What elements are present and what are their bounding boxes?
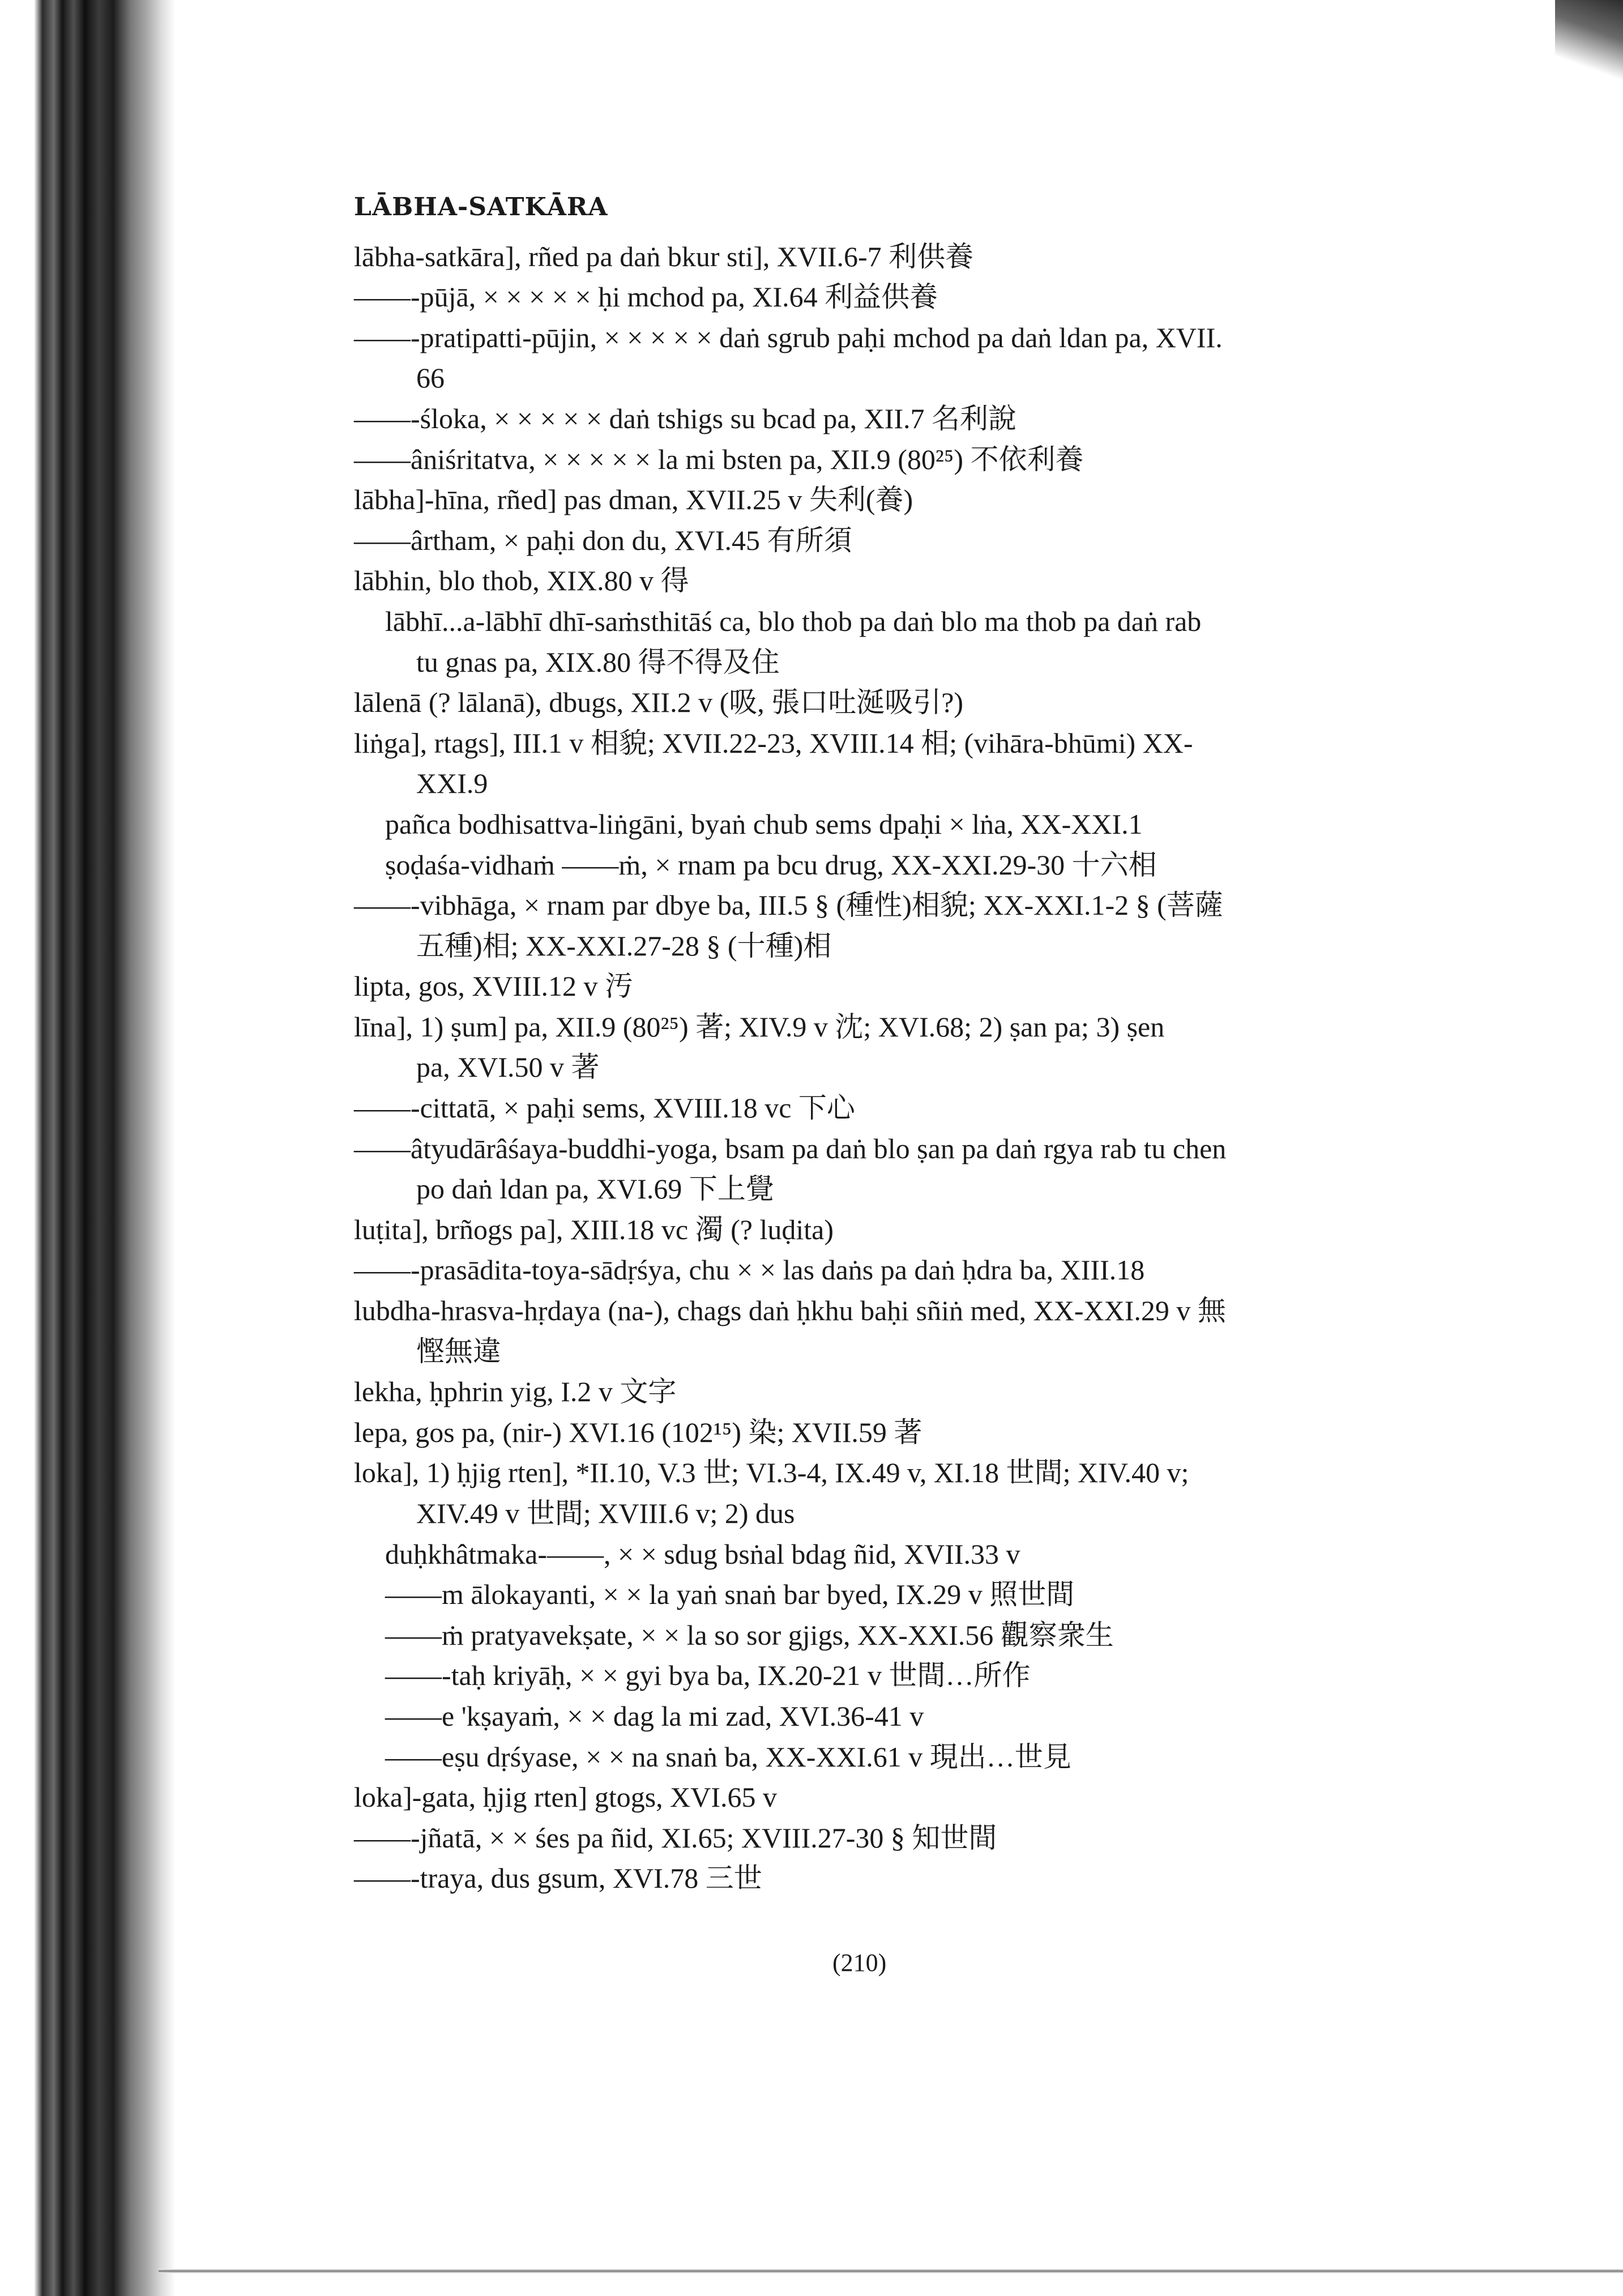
entry-line: pa, XVI.50 v 著	[416, 1051, 600, 1083]
entry-line: ——eṣu dṛśyase, × × na snaṅ ba, XX-XXI.61 v 現出…世見	[385, 1740, 1071, 1773]
book-spine-shadow	[0, 0, 176, 2296]
entry-line: loka], 1) ḥjig rten], *II.10, V.3 世; VI.3-4, IX.49 v, XI.18 世間; XIV.40 v;	[354, 1457, 1189, 1489]
entry-line: ——-vibhāga, × rnam par dbye ba, III.5 § (種性)相貌; XX-XXI.1-2 § (菩薩	[354, 889, 1223, 921]
entry-line: XIV.49 v 世間; XVIII.6 v; 2) dus	[416, 1497, 795, 1529]
entry-line: lekha, ḥphrin yig, I.2 v 文字	[354, 1376, 677, 1408]
entry-line: ——-jñatā, × × śes pa ñid, XI.65; XVIII.27-30 § 知世間	[354, 1821, 997, 1854]
entry-line: lubdha-hrasva-hṛdaya (na-), chags daṅ ḥkhu baḥi sñiṅ med, XX-XXI.29 v 無	[354, 1295, 1226, 1327]
entry-line: ——-traya, dus gsum, XVI.78 三世	[354, 1862, 762, 1894]
entry-line: ——âniśritatva, × × × × × la mi bsten pa, XII.9 (80²⁵) 不依利養	[354, 443, 1084, 475]
entry-line: lābha-satkāra], rñed pa daṅ bkur sti], XVII.6-7 利供養	[354, 240, 974, 272]
entry-line: ——-prasādita-toya-sādṛśya, chu × × las daṅs pa daṅ ḥdra ba, XIII.18	[354, 1254, 1145, 1286]
entry-line: loka]-gata, ḥjig rten] gtogs, XVI.65 v	[354, 1781, 778, 1813]
entry-line: ——-taḥ kriyāḥ, × × gyi bya ba, IX.20-21 v 世間…所作	[385, 1659, 1031, 1692]
entry-line: 五種)相; XX-XXI.27-28 § (十種)相	[416, 929, 832, 962]
entry-line: lepa, gos pa, (nir-) XVI.16 (102¹⁵) 染; XVII.59 著	[354, 1416, 922, 1448]
entry-line: lābhī...a-lābhī dhī-saṁsthitāś ca, blo thob pa daṅ blo ma thob pa daṅ rab	[385, 605, 1202, 637]
entry-line: ——-cittatā, × paḥi sems, XVIII.18 vc 下心	[354, 1092, 855, 1124]
entry-line: luṭita], brñogs pa], XIII.18 vc 濁 (? luḍita)	[354, 1213, 834, 1245]
entry-line: ——âtyudārâśaya-buddhi-yoga, bsam pa daṅ blo ṣan pa daṅ rgya rab tu chen	[354, 1132, 1227, 1164]
running-head: LĀBHA-SATKĀRA	[354, 193, 608, 221]
entry-line: lipta, gos, XVIII.12 v 汚	[354, 970, 633, 1002]
entry-line: ——-pūjā, × × × × × ḥi mchod pa, XI.64 利益供養	[354, 281, 938, 313]
page-bottom-edge	[159, 2269, 1623, 2273]
page-corner-shadow	[1555, 0, 1623, 91]
entry-line: 66	[416, 362, 445, 394]
entry-line: pañca bodhisattva-liṅgāni, byaṅ chub sems dpaḥi × lṅa, XX-XXI.1	[385, 808, 1143, 840]
entry-line: ——e 'kṣayaṁ, × × dag la mi zad, XVI.36-41 v	[385, 1700, 924, 1732]
entry-line: 慳無違	[416, 1335, 501, 1367]
entry-line: lālenā (? lālanā), dbugs, XII.2 v (吸, 張口吐涎吸引?)	[354, 686, 964, 719]
entry-line: XXI.9	[416, 767, 488, 800]
entry-line: ṣoḍaśa-vidhaṁ ——ṁ, × rnam pa bcu drug, XX-XXI.29-30 十六相	[385, 848, 1157, 881]
page-number: (210)	[832, 1949, 887, 1977]
dictionary-page	[354, 187, 1458, 1899]
entry-line: liṅga], rtags], III.1 v 相貌; XVII.22-23, XVIII.14 相; (vihāra-bhūmi) XX-	[354, 727, 1193, 759]
entry-line: ——-pratipatti-pūjin, × × × × × daṅ sgrub paḥi mchod pa daṅ ldan pa, XVII.	[354, 321, 1223, 353]
entry-line: lābhin, blo thob, XIX.80 v 得	[354, 565, 689, 597]
entry-line: duḥkhâtmaka-——, × × sdug bsṅal bdag ñid, XVII.33 v	[385, 1538, 1020, 1570]
entry-list	[354, 237, 1458, 1899]
entry-line: po daṅ ldan pa, XVI.69 下上覺	[416, 1173, 774, 1205]
entry-line: ——ârtham, × paḥi don du, XVI.45 有所須	[354, 524, 852, 556]
entry-line: līna], 1) ṣum] pa, XII.9 (80²⁵) 著; XIV.9 v 沈; XVI.68; 2) ṣan pa; 3) ṣen	[354, 1010, 1165, 1043]
entry-line: lābha]-hīna, rñed] pas dman, XVII.25 v 失利(養)	[354, 484, 913, 516]
entry-line: ——-śloka, × × × × × daṅ tshigs su bcad pa, XII.7 名利說	[354, 402, 1017, 434]
entry-line: tu gnas pa, XIX.80 得不得及住	[416, 646, 780, 678]
entry-line: ——ṁ pratyavekṣate, × × la so sor gjigs, XX-XXI.56 觀察衆生	[385, 1619, 1114, 1651]
entry-line: ——m ālokayanti, × × la yaṅ snaṅ bar byed, IX.29 v 照世間	[385, 1578, 1075, 1611]
